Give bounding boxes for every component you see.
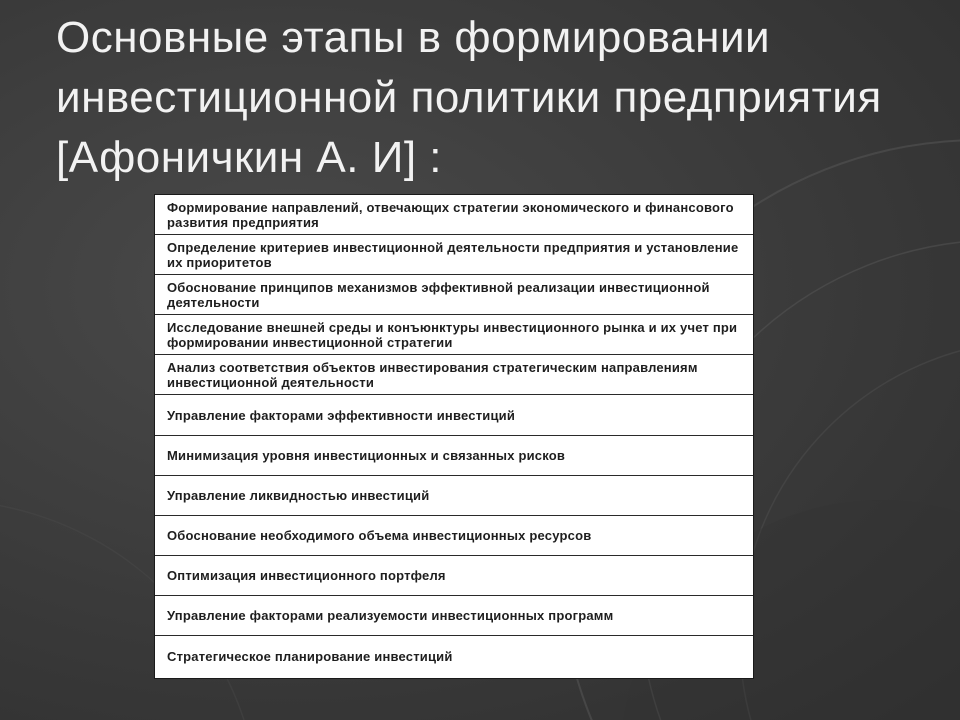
stage-row (155, 636, 753, 676)
stages-table (154, 194, 754, 679)
stage-row (155, 355, 753, 395)
stage-row (155, 476, 753, 516)
stage-label: Определение критериев инвестиционной деятельности предприятия и установление их приоритетов (167, 239, 739, 270)
slide-title (56, 8, 936, 188)
stage-label: Оптимизация инвестиционного портфеля (167, 567, 446, 583)
stage-row (155, 596, 753, 636)
slide-title-line: инвестиционной политики предприятия (56, 73, 882, 122)
stage-label: Обоснование необходимого объема инвестиционных ресурсов (167, 527, 592, 543)
stage-row (155, 516, 753, 556)
stage-row (155, 556, 753, 596)
stage-label: Обоснование принципов механизмов эффективной реализации инвестиционной деятельности (167, 279, 710, 310)
stage-label: Управление ликвидностью инвестиций (167, 487, 430, 503)
stage-row (155, 436, 753, 476)
stage-label: Анализ соответствия объектов инвестирования стратегическим направлениям инвестиционной деятельности (167, 359, 698, 390)
stage-row (155, 395, 753, 435)
stage-label: Управление факторами реализуемости инвестиционных программ (167, 607, 614, 623)
stage-row (155, 275, 753, 315)
stage-row (155, 235, 753, 275)
stage-label: Формирование направлений, отвечающих стратегии экономического и финансового развития предприятия (167, 199, 734, 230)
stage-label: Минимизация уровня инвестиционных и связанных рисков (167, 447, 566, 463)
slide-title-line: Основные этапы в формировании (56, 13, 771, 62)
stage-label: Исследование внешней среды и конъюнктуры инвестиционного рынка и их учет при формировании инвестиционной стратегии (167, 319, 738, 350)
slide-title-line: [Афоничкин А. И] : (56, 133, 442, 182)
stage-label: Стратегическое планирование инвестиций (167, 648, 453, 664)
stage-row (155, 315, 753, 355)
stage-label: Управление факторами эффективности инвестиций (167, 407, 516, 423)
stage-row (155, 195, 753, 235)
